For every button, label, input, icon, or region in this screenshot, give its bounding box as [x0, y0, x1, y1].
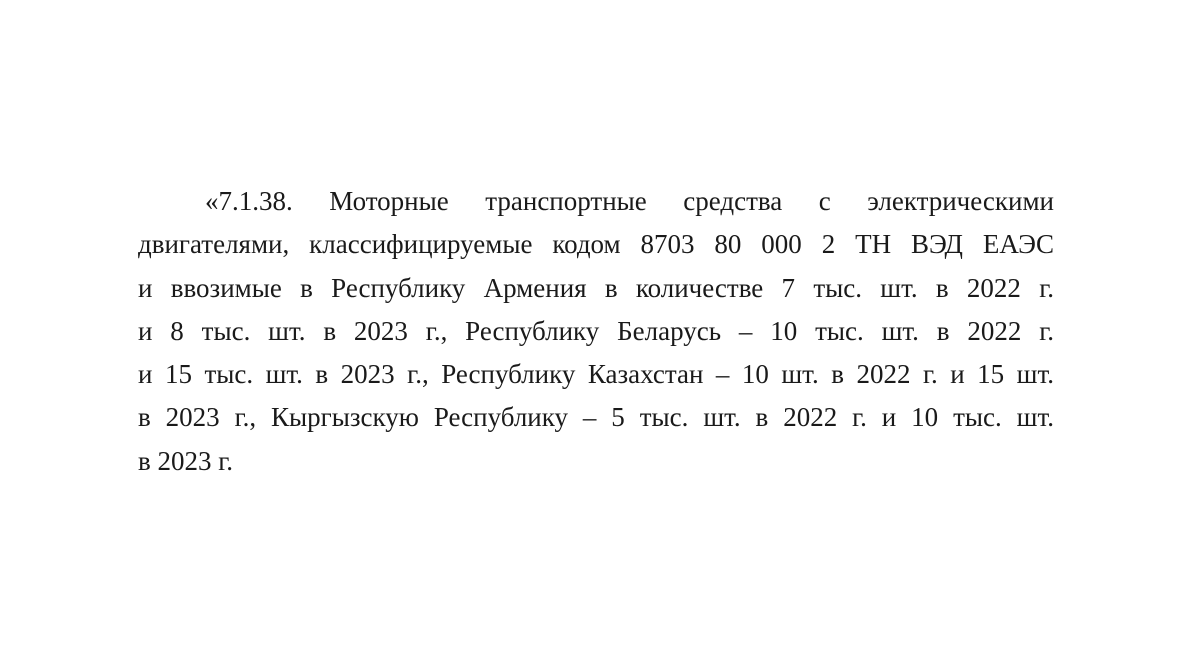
paragraph-line: и 15 тыс. шт. в 2023 г., Республику Казахстан – 10 шт. в 2022 г. и 15 шт.: [138, 359, 1054, 390]
paragraph-line: «7.1.38. Моторные транспортные средства с электрическими: [205, 186, 1054, 216]
paragraph-line: и 8 тыс. шт. в 2023 г., Республику Беларусь – 10 тыс. шт. в 2022 г.: [138, 315, 1054, 346]
paragraph-line: и ввозимые в Республику Армения в количестве 7 тыс. шт. в 2022 г.: [138, 272, 1054, 303]
clause-7-1-38-paragraph: [138, 180, 1054, 483]
paragraph-line: в 2023 г., Кыргызскую Республику – 5 тыс. шт. в 2022 г. и 10 тыс. шт.: [138, 402, 1054, 433]
paragraph-line: в 2023 г.: [138, 445, 234, 476]
paragraph-line: двигателями, классифицируемые кодом 8703 80 000 2 ТН ВЭД ЕАЭС: [138, 229, 1054, 260]
